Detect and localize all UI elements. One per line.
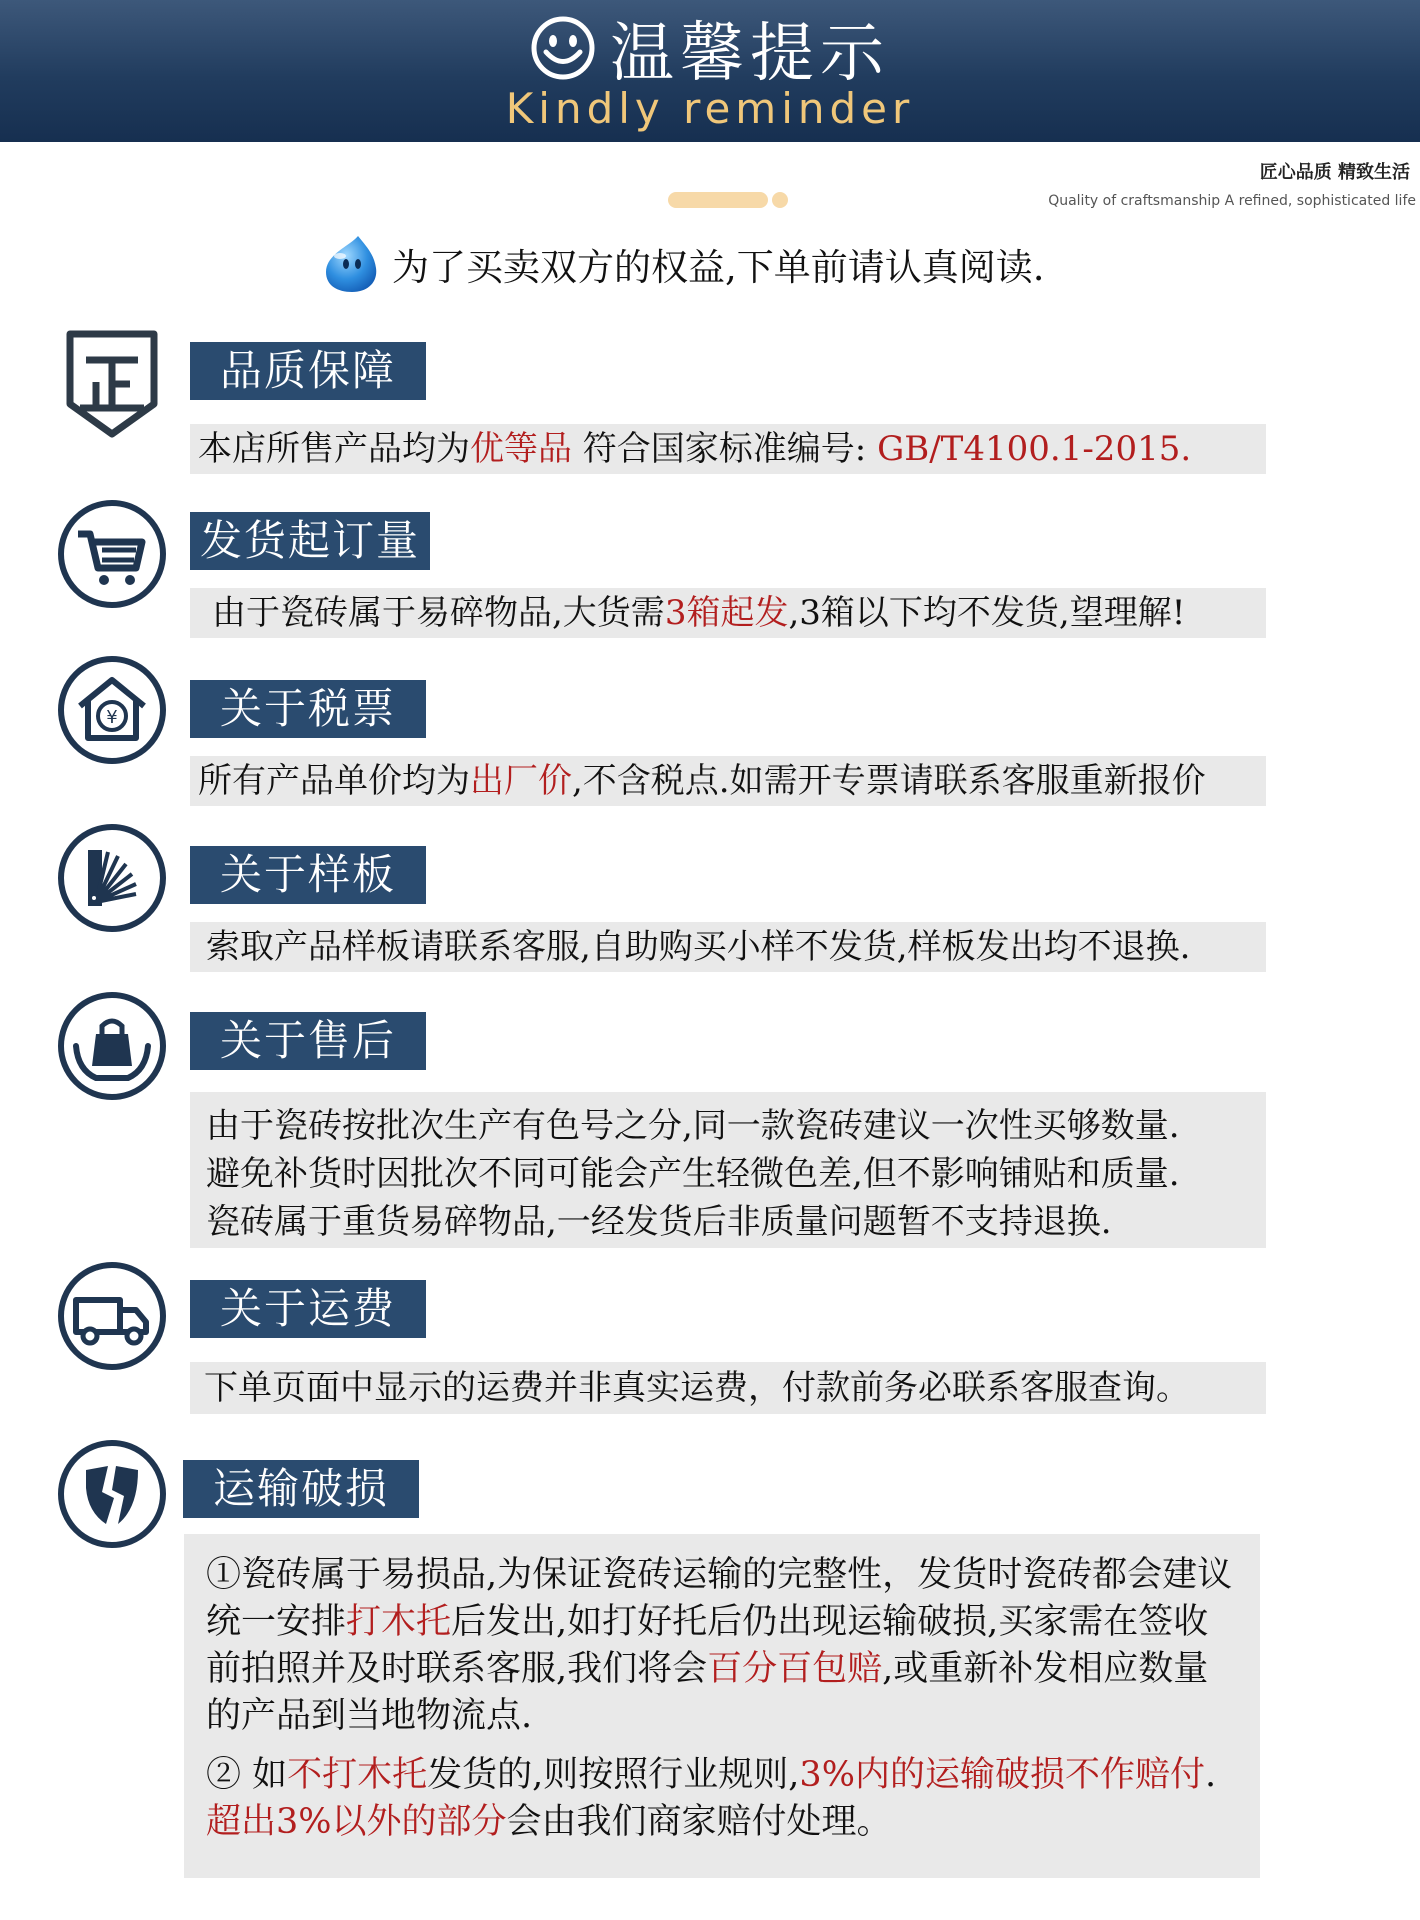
section-title-min-order: 发货起订量 xyxy=(190,512,430,570)
intro-notice xyxy=(320,234,1045,294)
water-drop-mascot-icon xyxy=(320,234,382,294)
damage-paragraph-2 xyxy=(206,1752,1238,1846)
tax-house-icon xyxy=(56,654,168,766)
svg-text:¥: ¥ xyxy=(106,707,118,728)
genuine-shield-icon xyxy=(56,328,168,440)
body-line: 由于瓷砖按批次生产有色号之分,同一款瓷砖建议一次性买够数量. xyxy=(206,1106,1180,1146)
page-title: 温馨提示 xyxy=(610,17,890,91)
highlight-text: 打木托 xyxy=(346,1602,452,1642)
smiley-face-icon xyxy=(530,15,596,81)
highlight-text: 百分百包赔 xyxy=(707,1649,883,1689)
shopping-cart-icon xyxy=(56,498,168,610)
body-text: ② 如 xyxy=(206,1755,288,1795)
broken-shield-icon xyxy=(56,1438,168,1550)
body-text: 后发出,如打好托后仍出现运输破损,买家需在签收前拍照并及时联系客服,我们将会 xyxy=(206,1602,1209,1689)
highlight-text: 不打木托 xyxy=(287,1755,428,1795)
body-text: 所有产品单价均为 xyxy=(198,761,470,801)
body-text: 本店所售产品均为 xyxy=(198,429,470,469)
body-text: ,不含税点.如需开专票请联系客服重新报价 xyxy=(572,761,1206,801)
section-body-shipping: 下单页面中显示的运费并非真实运费，付款前务必联系客服查询。 xyxy=(190,1362,1266,1414)
section-body-sample: 索取产品样板请联系客服,自助购买小样不发货,样板发出均不退换. xyxy=(190,922,1266,972)
damage-paragraph-1 xyxy=(206,1552,1238,1740)
header-banner xyxy=(0,0,1420,142)
highlight-text: 出厂价 xyxy=(470,761,572,801)
highlight-text: GB/T4100.1-2015. xyxy=(866,429,1192,469)
body-text: ,3箱以下均不发货,望理解! xyxy=(788,593,1186,633)
highlight-text: 优等品 xyxy=(470,429,572,469)
brand-slogan-cn: 匠心品质 精致生活 xyxy=(1259,162,1410,183)
highlight-text: 3%内的运输破损不作赔付 xyxy=(799,1755,1205,1795)
highlight-text: 3箱起发 xyxy=(664,593,789,633)
section-body-min-order xyxy=(190,588,1266,638)
body-text: ,或重新补发相应数量的产品到当地物流点. xyxy=(206,1649,1209,1736)
delivery-truck-icon xyxy=(56,1260,168,1372)
section-body-transport-damage xyxy=(184,1534,1260,1878)
body-line: 瓷砖属于重货易碎物品,一经发货后非质量问题暂不支持退换. xyxy=(206,1202,1112,1242)
tile-sample-fan-icon xyxy=(56,822,168,934)
body-text: . xyxy=(1204,1755,1217,1795)
body-text: 符合国家标准编号: xyxy=(572,429,867,469)
body-text: ①瓷砖属于易损品,为保证瓷砖运输的完整性，发货时瓷砖都会建议统一安排 xyxy=(206,1555,1233,1642)
section-title-sample: 关于样板 xyxy=(190,846,426,904)
section-title-transport-damage: 运输破损 xyxy=(183,1460,419,1518)
after-sales-hands-bag-icon xyxy=(56,990,168,1102)
section-title-shipping: 关于运费 xyxy=(190,1280,426,1338)
decorative-line xyxy=(668,192,768,208)
section-title-after-sales: 关于售后 xyxy=(190,1012,426,1070)
body-text: 由于瓷砖属于易碎物品,大货需 xyxy=(212,593,665,633)
section-body-tax xyxy=(190,756,1266,806)
header-title-row xyxy=(0,8,1420,91)
highlight-text: 超出3%以外的部分 xyxy=(206,1802,507,1842)
section-body-after-sales xyxy=(190,1092,1266,1248)
brand-slogan-en: Quality of craftsmanship A refined, sophisticated life xyxy=(1048,193,1416,209)
section-title-quality: 品质保障 xyxy=(190,342,426,400)
body-text: 会由我们商家赔付处理。 xyxy=(506,1802,892,1842)
body-line: 避免补货时因批次不同可能会产生轻微色差,但不影响铺贴和质量. xyxy=(206,1154,1180,1194)
section-body-quality xyxy=(190,424,1266,474)
intro-text: 为了买卖双方的权益,下单前请认真阅读. xyxy=(392,246,1045,289)
section-title-tax: 关于税票 xyxy=(190,680,426,738)
body-text: 发货的,则按照行业规则, xyxy=(427,1755,800,1795)
page-subtitle: Kindly reminder xyxy=(505,84,915,133)
decorative-dot xyxy=(772,192,788,208)
